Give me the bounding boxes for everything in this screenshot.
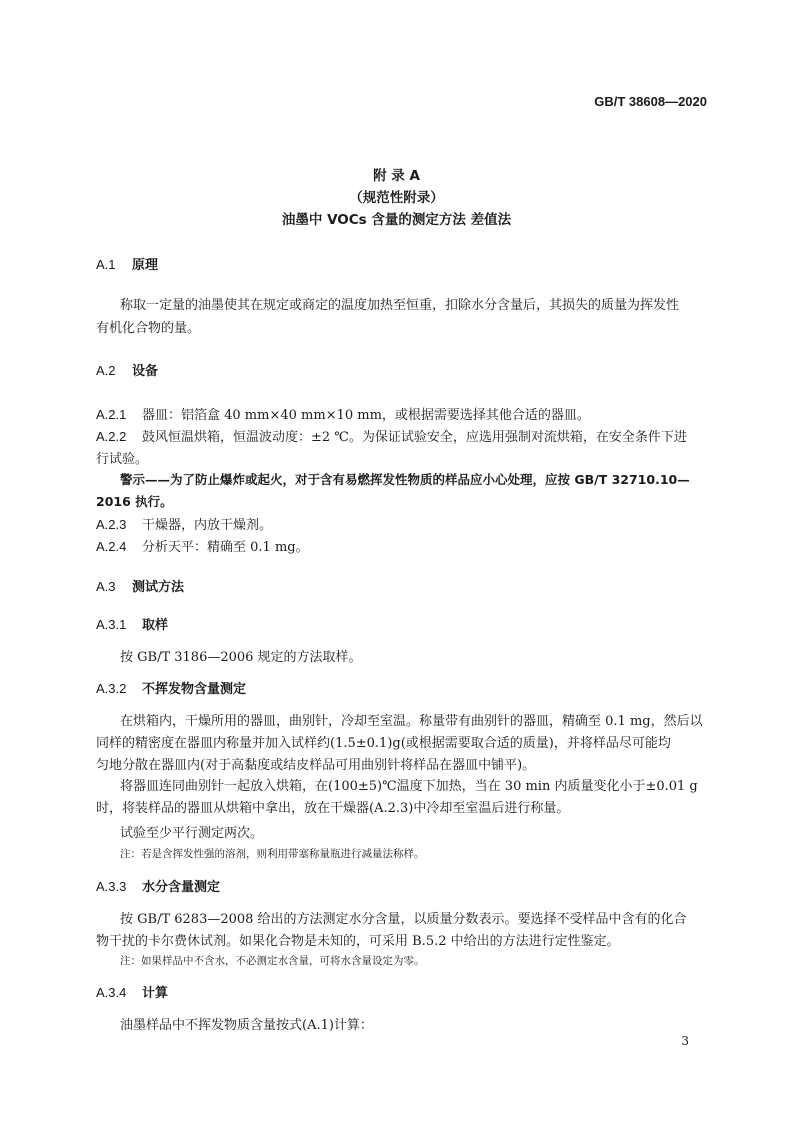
section-a3-heading	[96, 576, 184, 595]
note: 注：若是含挥发性强的溶剂，则利用带塞称量瓶进行减量法称样。	[120, 848, 425, 860]
paragraph-line: 有机化合物的量。	[96, 321, 201, 336]
clause-title: 计算	[142, 986, 169, 1001]
appendix-type: （规范性附录）	[349, 190, 444, 206]
paragraph-line: 同样的精密度在器皿内称量并加入试样约(1.5±0.1)g(或根据需要取合适的质量)，并将样品尽可能均	[96, 736, 671, 751]
clause-text: 鼓风恒温烘箱，恒温波动度：±2 ℃。为保证试验安全，应选用强制对流烘箱，在安全条件下进	[142, 430, 687, 445]
clause-a33-heading	[96, 876, 220, 895]
clause-a31-heading	[96, 614, 168, 633]
page-number: 3	[681, 1034, 689, 1048]
clause-number: A.3.4	[96, 985, 127, 1000]
clause-text: 器皿：铝箔盒 40 mm×40 mm×10 mm，或根据需要选择其他合适的器皿。	[142, 408, 590, 423]
paragraph-line: 按 GB/T 3186—2006 规定的方法取样。	[120, 650, 362, 665]
clause-text: 分析天平：精确至 0.1 mg。	[142, 540, 309, 555]
paragraph-line: 称取一定量的油墨使其在规定或商定的温度加热至恒重，扣除水分含量后，其损失的质量为挥发性	[120, 298, 680, 313]
clause-a22	[96, 426, 687, 445]
paragraph-line: 时，将装样品的器皿从烘箱中拿出，放在干燥器(A.2.3)中冷却至室温后进行称量。	[96, 801, 570, 816]
section-a1-heading	[96, 254, 158, 273]
clause-number: A.3.2	[96, 681, 127, 696]
clause-number: A.3.1	[96, 617, 127, 632]
section-a2-heading	[96, 360, 158, 379]
clause-a24	[96, 536, 309, 555]
appendix-label: 附 录 A	[373, 168, 420, 184]
standard-number: GB/T 38608—2020	[594, 94, 707, 109]
clause-title: 不挥发物含量测定	[142, 682, 247, 697]
clause-number: A.2.3	[96, 517, 127, 532]
clause-number: A.2.1	[96, 407, 127, 422]
clause-number: A.3.3	[96, 879, 127, 894]
paragraph-line: 在烘箱内，干燥所用的器皿，曲别针，冷却至室温。称量带有曲别针的器皿，精确至 0.1 mg，然后以	[120, 714, 703, 729]
section-title: 原理	[132, 258, 159, 273]
paragraph-line: 油墨样品中不挥发物质含量按式(A.1)计算：	[120, 1018, 373, 1033]
clause-number: A.2.2	[96, 429, 127, 444]
paragraph-line: 物干扰的卡尔费休试剂。如果化合物是未知的，可采用 B.5.2 中给出的方法进行定性鉴定。	[96, 934, 620, 949]
warning-line: 2016 执行。	[96, 494, 173, 509]
paragraph-line: 将器皿连同曲别针一起放入烘箱，在(100±5)℃温度下加热，当在 30 min 内质量变化小于±0.01 g	[120, 779, 698, 794]
paragraph-line: 按 GB/T 6283—2008 给出的方法测定水分含量，以质量分数表示。要选择不受样品中含有的化合	[120, 912, 687, 927]
note: 注：如果样品中不含水，不必测定水含量，可将水含量设定为零。	[120, 955, 425, 967]
clause-a32-heading	[96, 678, 246, 697]
clause-title: 取样	[142, 618, 169, 633]
clause-a34-heading	[96, 982, 168, 1001]
clause-a21	[96, 404, 590, 423]
paragraph-line: 匀地分散在器皿内(对于高黏度或结皮样品可用曲别针将样品在器皿中铺平)。	[96, 758, 536, 773]
warning-line: 警示——为了防止爆炸或起火，对于含有易燃挥发性物质的样品应小心处理，应按 GB/T 32710.10—	[120, 472, 690, 487]
appendix-title: 油墨中 VOCs 含量的测定方法 差值法	[281, 212, 512, 228]
clause-text: 干燥器，内放干燥剂。	[142, 518, 273, 533]
section-number: A.2	[96, 363, 116, 378]
clause-title: 水分含量测定	[142, 880, 221, 895]
paragraph-line: 试验至少平行测定两次。	[120, 826, 264, 841]
clause-text-continued: 行试验。	[96, 452, 149, 467]
section-title: 测试方法	[132, 580, 185, 595]
section-number: A.1	[96, 257, 116, 272]
clause-number: A.2.4	[96, 539, 127, 554]
section-number: A.3	[96, 579, 116, 594]
clause-a23	[96, 514, 272, 533]
section-title: 设备	[132, 364, 159, 379]
